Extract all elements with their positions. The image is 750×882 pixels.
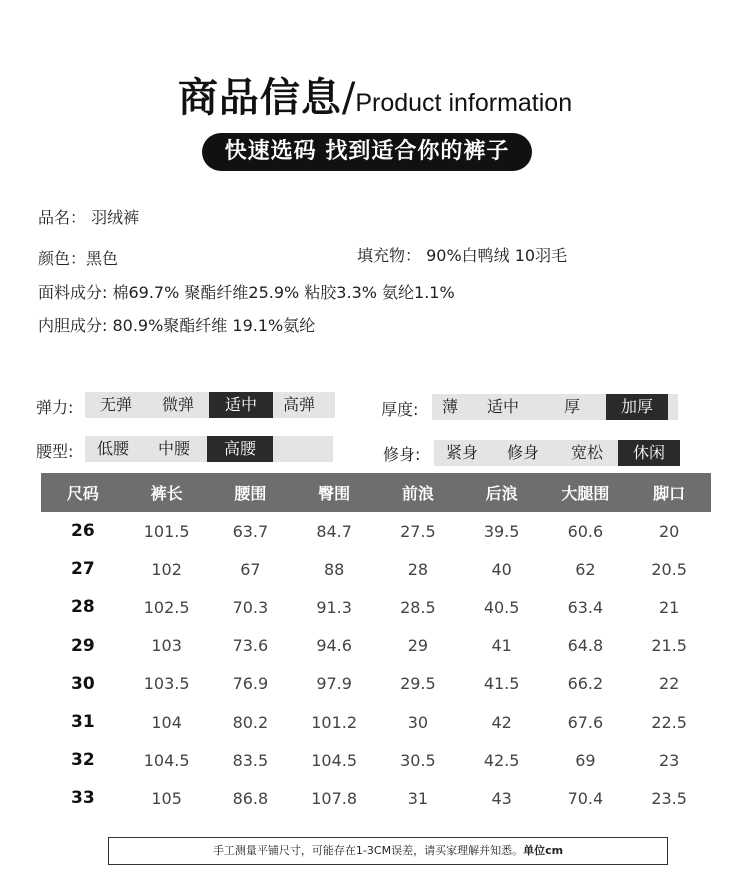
elasticity-label: 弹力: [36, 398, 74, 417]
waist-options [85, 436, 333, 462]
table-cell: 20 [658, 521, 680, 541]
table-cell: 22 [658, 674, 680, 694]
thickness-options [432, 394, 678, 420]
fit-option: 宽松 [570, 443, 603, 462]
table-cell: 84.7 [316, 521, 352, 541]
table-cell: 41.5 [483, 674, 520, 694]
thickness-option: 适中 [486, 397, 519, 416]
size-cell: 32 [71, 750, 95, 771]
elasticity-option-selected: 适中 [209, 392, 273, 418]
table-cell: 42 [491, 712, 512, 732]
table-cell: 64.8 [567, 636, 604, 656]
waist-option: 中腰 [157, 439, 190, 458]
size-cell: 28 [71, 597, 95, 618]
table-cell: 103.5 [143, 674, 190, 694]
table-cell: 40 [491, 559, 512, 579]
table-cell: 21 [658, 597, 680, 617]
table-cell: 91.3 [316, 597, 352, 617]
fit-option-selected: 休闲 [618, 440, 680, 466]
table-cell: 80.2 [232, 712, 269, 732]
thickness-label: 厚度: [381, 400, 419, 419]
size-cell: 33 [71, 788, 95, 809]
table-cell: 101.5 [143, 521, 190, 541]
header-back-rise: 后浪 [460, 473, 544, 512]
table-cell: 63.4 [567, 597, 604, 617]
fit-option: 紧身 [445, 443, 478, 462]
info-lining: 内胆成分: 80.9%聚酯纤维 19.1%氨纶 [38, 316, 316, 335]
title-separator: / [341, 75, 356, 121]
table-cell: 30.5 [400, 750, 436, 770]
table-row [41, 627, 711, 665]
table-cell: 104.5 [311, 750, 358, 770]
table-cell: 22.5 [651, 712, 687, 732]
table-cell: 28.5 [400, 597, 436, 617]
table-cell: 70.4 [567, 788, 604, 808]
table-cell: 66.2 [567, 674, 604, 694]
table-row [41, 703, 711, 741]
waist-label: 腰型: [36, 442, 74, 461]
size-cell: 27 [71, 559, 95, 580]
measurement-note-text: 手工测量平铺尺寸，可能存在1-3CM误差，请买家理解并知悉。 [212, 844, 524, 857]
waist-option: 低腰 [96, 439, 129, 458]
table-cell: 29.5 [400, 674, 436, 694]
table-cell: 102 [151, 559, 182, 579]
table-cell: 43 [491, 788, 512, 808]
table-cell: 104 [151, 712, 182, 732]
elasticity-option: 无弹 [99, 395, 132, 414]
measurement-note [108, 837, 668, 865]
unit-label: 单位cm [523, 844, 564, 857]
table-cell: 21.5 [651, 636, 687, 656]
table-cell: 62 [575, 559, 596, 579]
header-length: 裤长 [125, 473, 209, 512]
size-cell: 29 [71, 635, 95, 656]
waist-option-selected: 高腰 [207, 436, 273, 462]
info-color: 颜色：黑色 [38, 249, 119, 268]
table-row [41, 779, 711, 817]
thickness-option: 厚 [563, 397, 580, 416]
size-cell: 31 [71, 712, 95, 733]
header-hip: 臀围 [292, 473, 376, 512]
info-fabric: 面料成分: 棉69.7% 聚酯纤维25.9% 粘胶3.3% 氨纶1.1% [38, 283, 455, 302]
table-cell: 29 [407, 636, 429, 656]
table-cell: 30 [407, 712, 429, 732]
table-cell: 28 [407, 559, 429, 579]
title-chinese: 商品信息 [177, 75, 342, 121]
table-cell: 42.5 [483, 750, 520, 770]
elasticity-option: 微弹 [161, 395, 194, 414]
header-waist: 腰围 [209, 473, 293, 512]
header-leg-opening: 脚口 [627, 473, 711, 512]
table-cell: 107.8 [311, 788, 358, 808]
table-cell: 63.7 [232, 521, 269, 541]
table-cell: 102.5 [143, 597, 190, 617]
size-cell: 30 [71, 673, 95, 694]
table-cell: 70.3 [232, 597, 269, 617]
elasticity-option: 高弹 [282, 395, 315, 414]
size-table-header-row [41, 473, 711, 512]
table-cell: 76.9 [232, 674, 269, 694]
table-cell: 31 [407, 788, 429, 808]
table-cell: 83.5 [232, 750, 269, 770]
table-cell: 97.9 [316, 674, 352, 694]
table-cell: 60.6 [567, 521, 604, 541]
table-cell: 67 [240, 559, 261, 579]
table-cell: 88 [323, 559, 345, 579]
table-row [41, 741, 711, 779]
page-title [0, 66, 750, 123]
table-cell: 73.6 [232, 636, 269, 656]
table-cell: 105 [151, 788, 182, 808]
table-cell: 103 [151, 636, 182, 656]
table-cell: 94.6 [316, 636, 352, 656]
fit-options [434, 440, 680, 466]
info-filling: 填充物： 90%白鸭绒 10羽毛 [357, 246, 568, 265]
table-cell: 39.5 [483, 521, 520, 541]
size-cell: 26 [71, 521, 95, 542]
table-cell: 101.2 [311, 712, 358, 732]
table-cell: 23 [658, 750, 680, 770]
table-cell: 27.5 [400, 521, 436, 541]
table-cell: 86.8 [232, 788, 269, 808]
table-cell: 41 [491, 636, 512, 656]
header-front-rise: 前浪 [376, 473, 460, 512]
elasticity-options [85, 392, 335, 418]
info-product-name: 品名： 羽绒裤 [38, 208, 140, 227]
table-cell: 67.6 [567, 712, 604, 732]
header-size: 尺码 [41, 473, 125, 512]
table-row [41, 665, 711, 703]
banner-pill: 快速选码 找到适合你的裤子 [202, 133, 532, 171]
table-row [41, 512, 711, 550]
header-thigh: 大腿围 [544, 473, 628, 512]
thickness-option: 薄 [441, 397, 458, 416]
size-table [41, 473, 711, 818]
title-english: Product information [355, 89, 573, 117]
table-row [41, 588, 711, 626]
fit-option: 修身 [506, 443, 539, 462]
table-cell: 40.5 [483, 597, 520, 617]
thickness-option-selected: 加厚 [606, 394, 668, 420]
table-cell: 69 [575, 750, 596, 770]
table-row [41, 550, 711, 588]
table-cell: 20.5 [651, 559, 687, 579]
fit-label: 修身: [383, 445, 421, 464]
table-cell: 23.5 [651, 788, 687, 808]
table-cell: 104.5 [143, 750, 190, 770]
